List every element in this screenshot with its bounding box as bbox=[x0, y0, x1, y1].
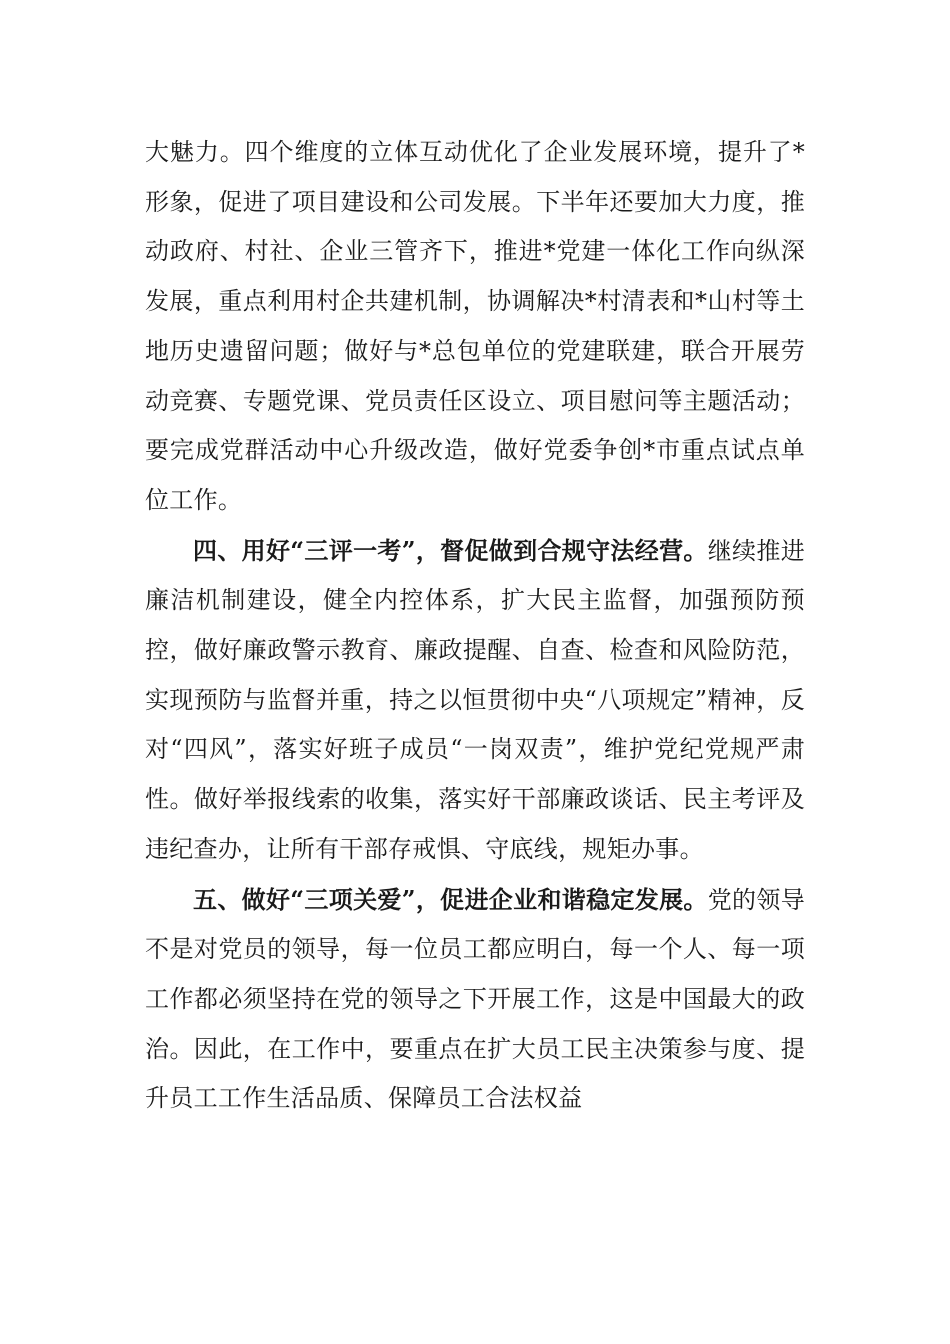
document-body bbox=[145, 128, 805, 1124]
paragraph-continuation bbox=[145, 128, 805, 526]
section-heading: 四、用好“三评一考”，督促做到合规守法经营。 bbox=[193, 535, 708, 565]
paragraph-body: 大魅力。四个维度的立体互动优化了企业发展环境，提升了*形象，促进了项目建设和公司发展。下半年还要加大力度，推动政府、村社、企业三管齐下，推进*党建一体化工作向纵深发展，重点利用村企共建机制，协调解决*村清表和*山村等土地历史遗留问题；做好与*总包单位的党建联建，联合开展劳动竞赛、专题党课、党员责任区设立、项目慰问等主题活动；要完成党群活动中心升级改造，做好党委争创*市重点试点单位工作。 bbox=[145, 138, 805, 514]
paragraph-body: 党的领导不是对党员的领导，每一位员工都应明白，每一个人、每一项工作都必须坚持在党的领导之下开展工作，这是中国最大的政治。因此，在工作中，要重点在扩大员工民主决策参与度、提升员工工作生活品质、保障员工合法权益 bbox=[145, 885, 805, 1113]
paragraph-section-four bbox=[145, 526, 805, 875]
paragraph-body: 继续推进廉洁机制建设，健全内控体系，扩大民主监督，加强预防预控，做好廉政警示教育、廉政提醒、自查、检查和风险防范，实现预防与监督并重，持之以恒贯彻中央“八项规定”精神，反对“四风”，落实好班子成员“一岗双责”，维护党纪党规严肃性。做好举报线索的收集，落实好干部廉政谈话、民主考评及违纪查办，让所有干部存戒惧、守底线，规矩办事。 bbox=[145, 536, 805, 863]
paragraph-section-five bbox=[145, 875, 805, 1125]
section-heading: 五、做好“三项关爱”，促进企业和谐稳定发展。 bbox=[193, 884, 708, 914]
